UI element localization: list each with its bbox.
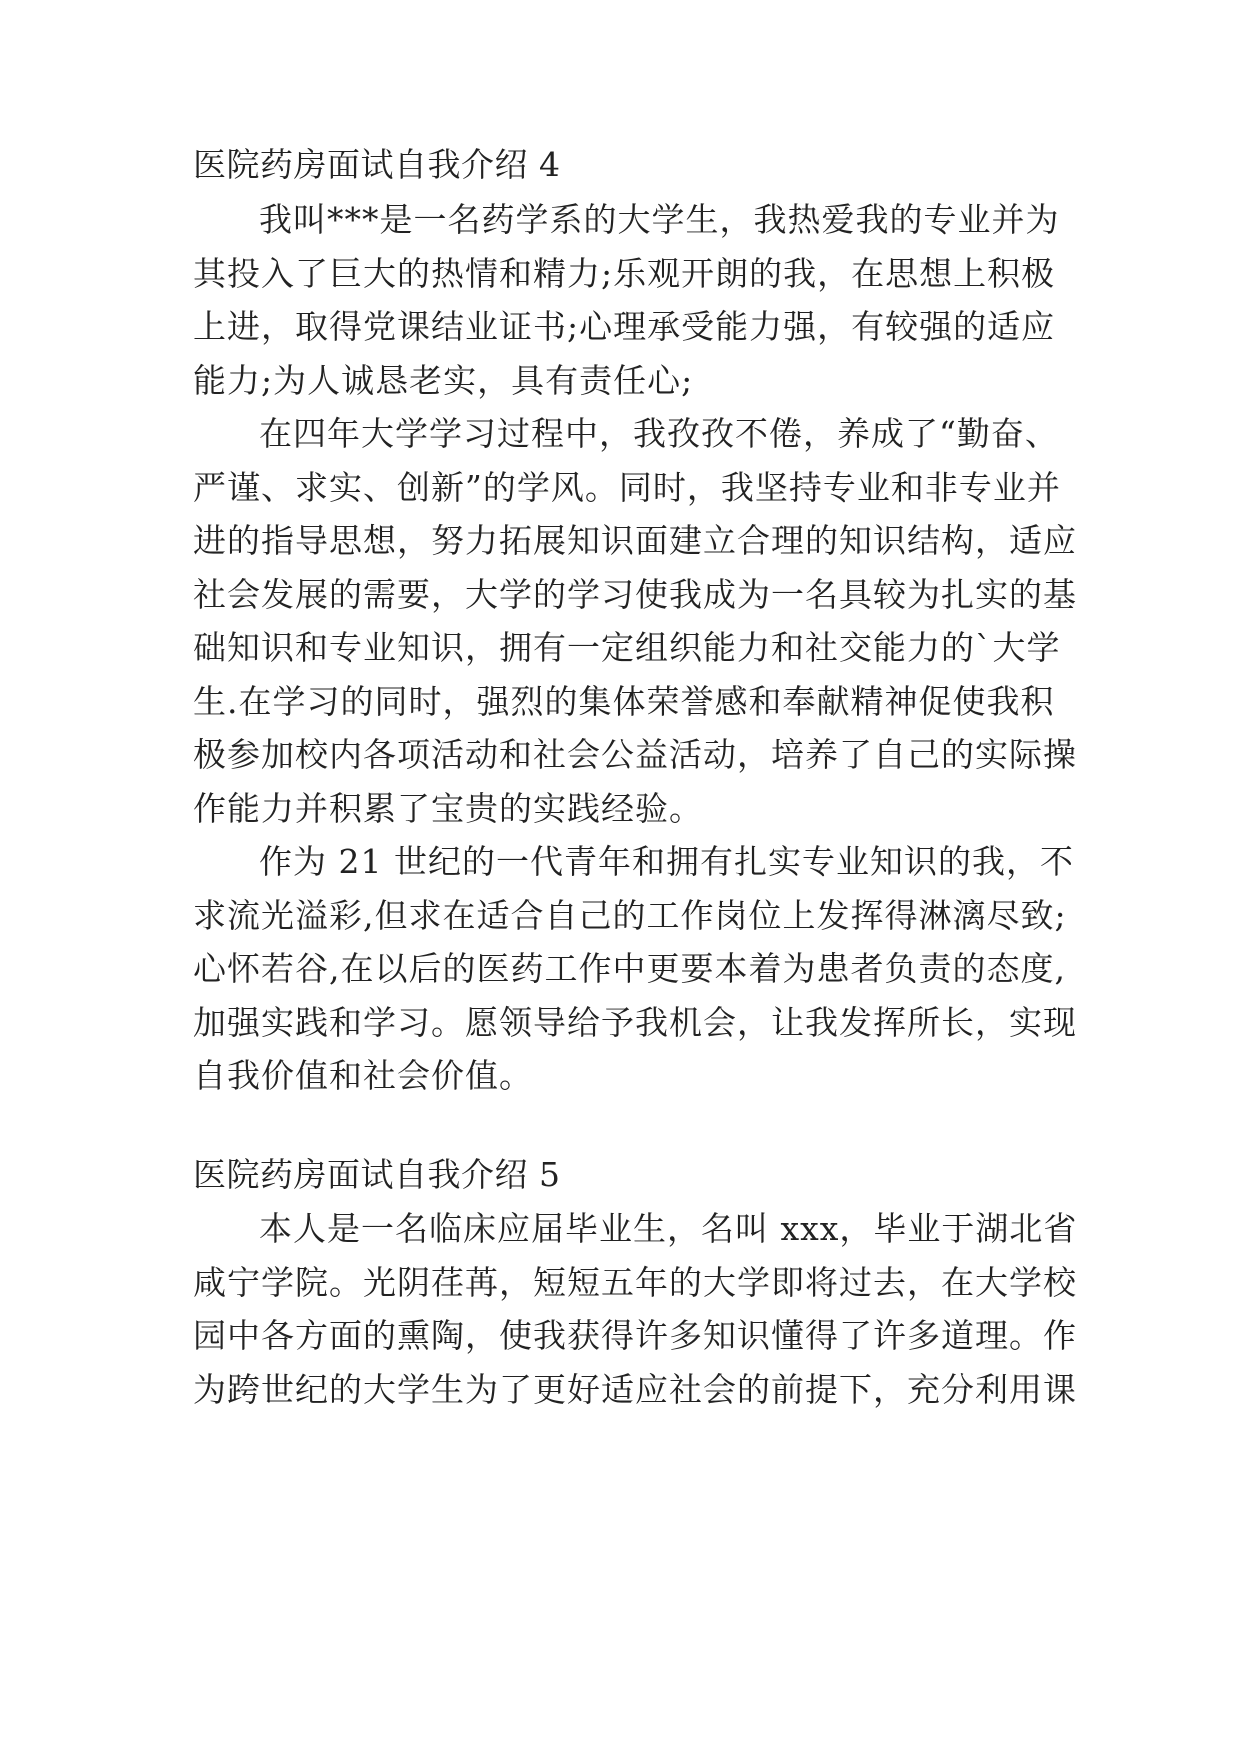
- paragraph-line: 加强实践和学习。愿领导给予我机会，让我发挥所长，实现: [193, 1003, 1077, 1042]
- paragraph-line: 作能力并积累了宝贵的实践经验。: [193, 789, 703, 828]
- section-heading-4: 医院药房面试自我介绍 4: [193, 145, 561, 184]
- paragraph-line: 严谨、求实、创新”的学风。同时，我坚持专业和非专业并: [193, 468, 1061, 507]
- section-heading-5: 医院药房面试自我介绍 5: [193, 1155, 561, 1194]
- paragraph-line: 自我价值和社会价值。: [193, 1056, 533, 1095]
- paragraph-line: 咸宁学院。光阴荏苒，短短五年的大学即将过去，在大学校: [193, 1263, 1077, 1302]
- paragraph-line: 生.在学习的同时，强烈的集体荣誉感和奉献精神促使我积: [193, 682, 1055, 721]
- paragraph-line: 进的指导思想，努力拓展知识面建立合理的知识结构，适应: [193, 521, 1077, 560]
- paragraph-line: 社会发展的需要，大学的学习使我成为一名具较为扎实的基: [193, 575, 1077, 614]
- paragraph-line: 能力;为人诚恳老实，具有责任心;: [193, 361, 694, 400]
- paragraph-line: 作为 21 世纪的一代青年和拥有扎实专业知识的我，不: [259, 842, 1074, 881]
- paragraph-line: 在四年大学学习过程中，我孜孜不倦，养成了“勤奋、: [259, 414, 1059, 453]
- paragraph-line: 为跨世纪的大学生为了更好适应社会的前提下，充分利用课: [193, 1370, 1077, 1409]
- paragraph-line: 本人是一名临床应届毕业生，名叫 xxx，毕业于湖北省: [259, 1209, 1078, 1248]
- paragraph-line: 我叫***是一名药学系的大学生，我热爱我的专业并为: [259, 200, 1060, 239]
- paragraph-line: 心怀若谷,在以后的医药工作中更要本着为患者负责的态度,: [193, 949, 1066, 988]
- paragraph-line: 极参加校内各项活动和社会公益活动，培养了自己的实际操: [193, 735, 1077, 774]
- paragraph-line: 础知识和专业知识，拥有一定组织能力和社交能力的`大学: [193, 628, 1061, 667]
- paragraph-line: 求流光溢彩,但求在适合自己的工作岗位上发挥得淋漓尽致;: [193, 896, 1067, 935]
- paragraph-line: 园中各方面的熏陶，使我获得许多知识懂得了许多道理。作: [193, 1316, 1077, 1355]
- paragraph-line: 其投入了巨大的热情和精力;乐观开朗的我，在思想上积极: [193, 254, 1056, 293]
- paragraph-line: 上进，取得党课结业证书;心理承受能力强，有较强的适应: [193, 307, 1056, 346]
